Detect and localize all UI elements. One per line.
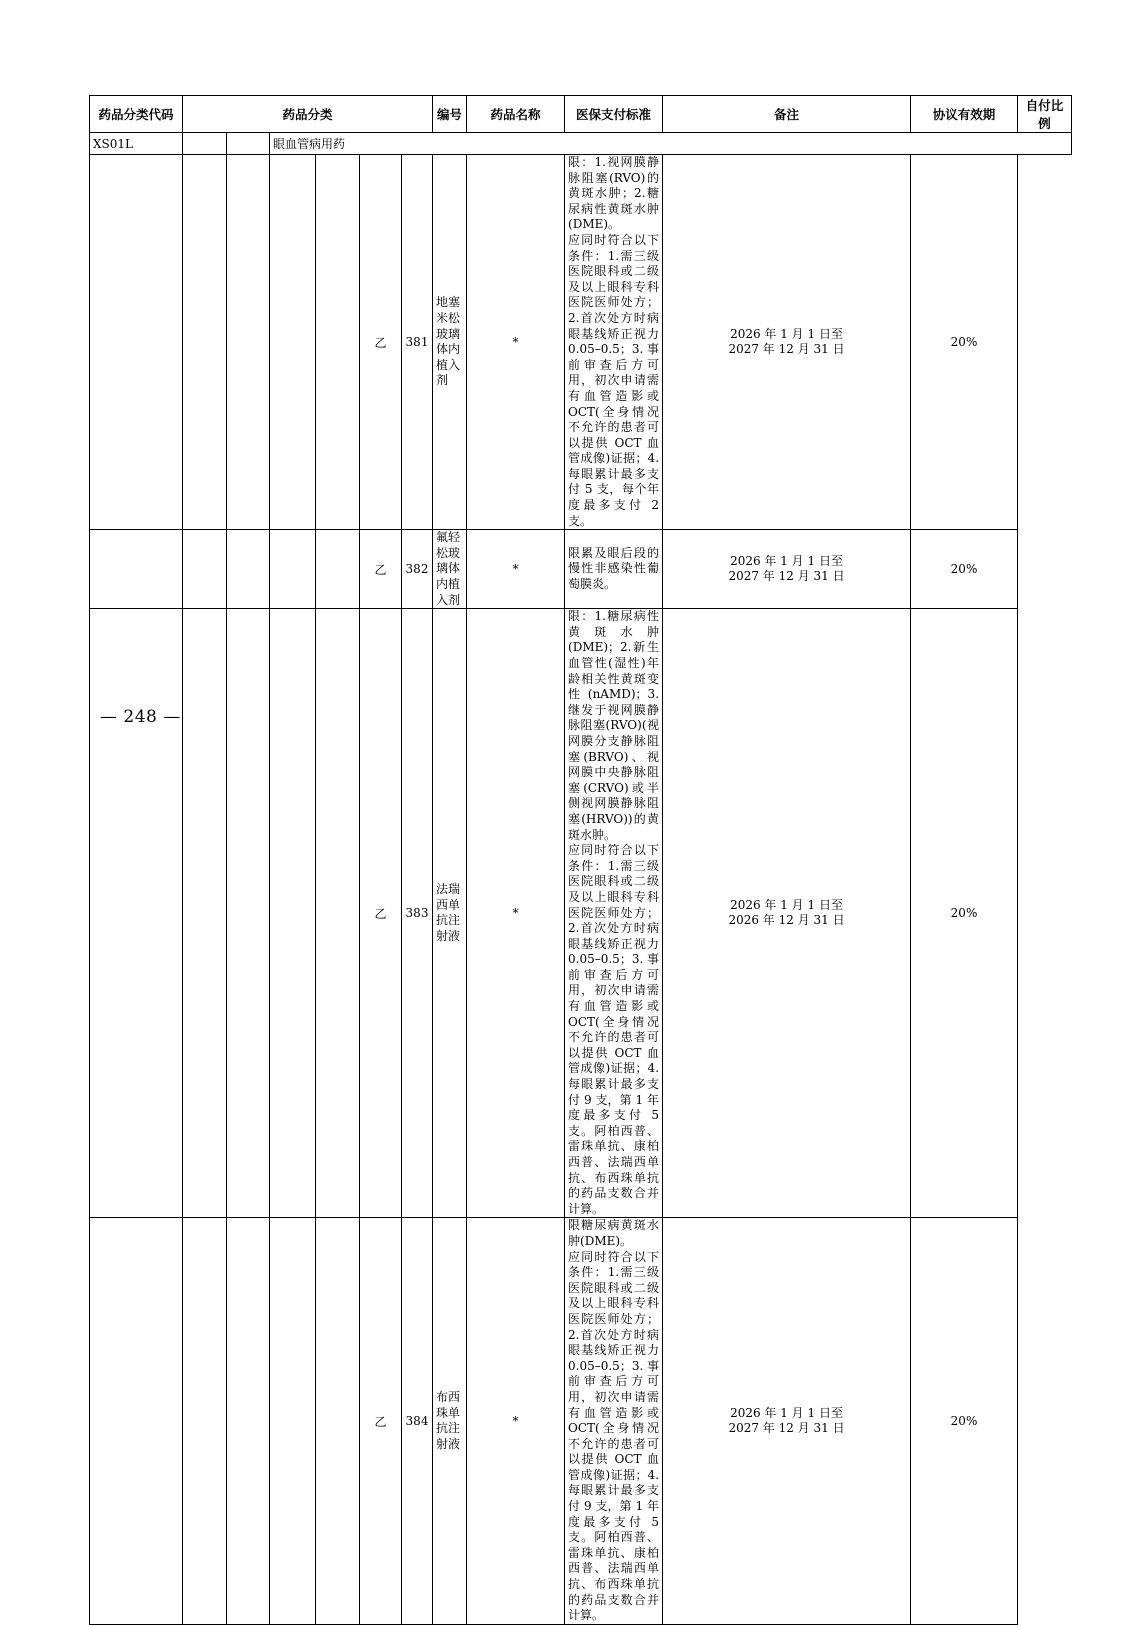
header-remarks: 备注 <box>663 96 911 133</box>
drug-validity: 2026 年 1 月 1 日至 2027 年 12 月 31 日 <box>663 1218 911 1624</box>
header-row <box>90 96 1072 133</box>
drug-selfpay: 20% <box>911 609 1018 1218</box>
drug-number: 383 <box>402 609 433 1218</box>
drug-class: 乙 <box>360 530 402 609</box>
drug-selfpay: 20% <box>911 155 1018 530</box>
drug-class: 乙 <box>360 609 402 1218</box>
drug-number: 381 <box>402 155 433 530</box>
drug-remarks: 限累及眼后段的慢性非感染性葡萄膜炎。 <box>565 530 663 609</box>
header-number: 编号 <box>433 96 467 133</box>
drug-number: 384 <box>402 1218 433 1624</box>
drug-name: 地塞米松玻璃体内植入剂 <box>433 155 467 530</box>
header-name: 药品名称 <box>467 96 565 133</box>
header-category: 药品分类 <box>183 96 433 133</box>
drug-selfpay: 20% <box>911 1218 1018 1624</box>
page-number: — 248 — <box>100 707 181 727</box>
header-validity: 协议有效期 <box>911 96 1018 133</box>
drug-class: 乙 <box>360 1218 402 1624</box>
drug-validity: 2026 年 1 月 1 日至 2026 年 12 月 31 日 <box>663 609 911 1218</box>
table-row <box>90 609 1072 1218</box>
category-label: 眼血管病用药 <box>270 133 1072 155</box>
drug-payment: * <box>467 155 565 530</box>
drug-remarks: 限：1.视网膜静脉阻塞(RVO)的黄斑水肿；2.糖尿病性黄斑水肿(DME)。 应同时符合以下条件：1.需三级医院眼科或二级及以上眼科专科医院医师处方；2.首次处方时病眼基线矫正视力 0.05–0.5；3.事前审查后方可用，初次申请需有血管造影或OCT(全身情况不允许的患者可以提供 OCT 血管成像)证据；4.每眼累计最多支付 5 支，每个年度最多支付 2 支。 <box>565 155 663 530</box>
drug-validity: 2026 年 1 月 1 日至 2027 年 12 月 31 日 <box>663 530 911 609</box>
table-row <box>90 530 1072 609</box>
drug-list-table <box>89 95 1072 1625</box>
category-row <box>90 133 1072 155</box>
drug-number: 382 <box>402 530 433 609</box>
drug-selfpay: 20% <box>911 530 1018 609</box>
drug-payment: * <box>467 530 565 609</box>
drug-name: 氟轻松玻璃体内植入剂 <box>433 530 467 609</box>
category-code: XS01L <box>90 133 183 155</box>
header-selfpay: 自付比例 <box>1018 96 1072 133</box>
table-row <box>90 155 1072 530</box>
drug-payment: * <box>467 1218 565 1624</box>
drug-validity: 2026 年 1 月 1 日至 2027 年 12 月 31 日 <box>663 155 911 530</box>
drug-name: 布西珠单抗注射液 <box>433 1218 467 1624</box>
drug-payment: * <box>467 609 565 1218</box>
header-payment: 医保支付标准 <box>565 96 663 133</box>
table-row <box>90 1218 1072 1624</box>
drug-name: 法瑞西单抗注射液 <box>433 609 467 1218</box>
header-code: 药品分类代码 <box>90 96 183 133</box>
drug-class: 乙 <box>360 155 402 530</box>
drug-remarks: 限：1.糖尿病性黄斑水肿(DME)；2.新生血管性(湿性)年龄相关性黄斑变性(nAMD)；3.继发于视网膜静脉阻塞(RVO)(视网膜分支静脉阻塞(BRVO)、视网膜中央静脉阻塞(CRVO)或半侧视网膜静脉阻塞(HRVO))的黄斑水肿。 应同时符合以下条件：1.需三级医院眼科或二级及以上眼科专科医院医师处方；2.首次处方时病眼基线矫正视力 0.05–0.5；3.事前审查后方可用，初次申请需有血管造影或OCT(全身情况不允许的患者可以提供 OCT 血管成像)证据；4.每眼累计最多支付 9 支，第 1 年度最多支付 5 支。阿柏西普、雷珠单抗、康柏西普、法瑞西单抗、布西珠单抗的药品支数合并计算。 <box>565 609 663 1218</box>
drug-remarks: 限糖尿病黄斑水肿(DME)。 应同时符合以下条件：1.需三级医院眼科或二级及以上眼科专科医院医师处方；2.首次处方时病眼基线矫正视力 0.05–0.5；3.事前审查后方可用，初次申请需有血管造影或OCT(全身情况不允许的患者可以提供 OCT 血管成像)证据；4.每眼累计最多支付 9 支，第 1 年度最多支付 5 支。阿柏西普、雷珠单抗、康柏西普、法瑞西单抗、布西珠单抗的药品支数合并计算。 <box>565 1218 663 1624</box>
